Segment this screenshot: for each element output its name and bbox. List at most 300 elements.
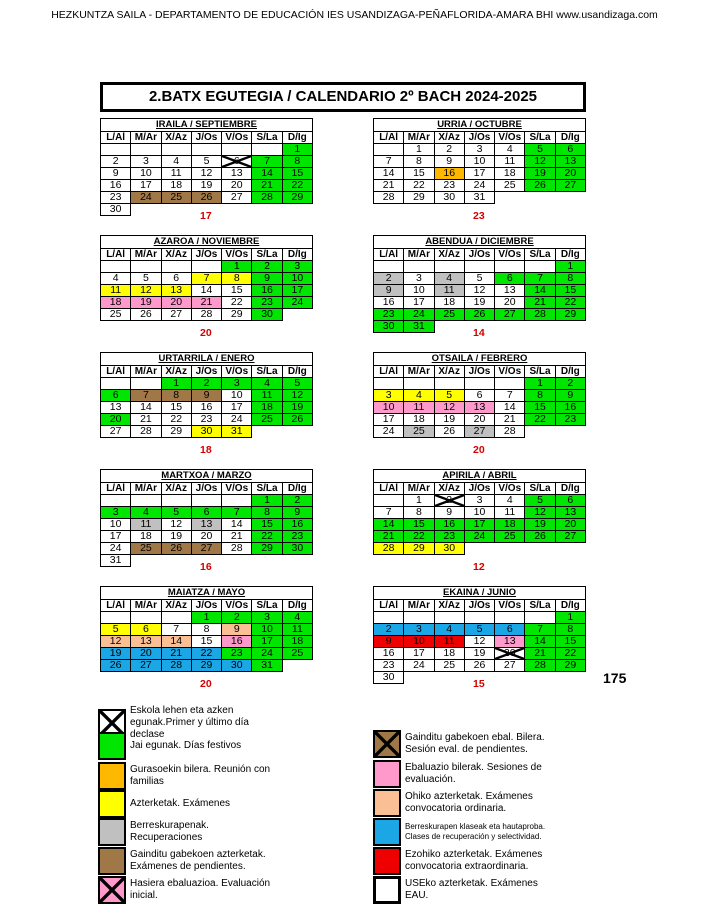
week-row — [374, 426, 586, 438]
day-cell: 29 — [191, 660, 221, 672]
weekday-header: D/Ig — [282, 600, 312, 612]
empty-cell — [161, 612, 191, 624]
empty-cell — [222, 204, 252, 216]
empty-cell — [495, 612, 525, 624]
day-cell: 26 — [161, 543, 191, 555]
legend-text: Eskola lehen eta azken egunak.Primer y último día declase — [130, 705, 249, 740]
day-cell: 22 — [404, 180, 434, 192]
legend-item — [373, 760, 555, 788]
day-cell: 23 — [222, 648, 252, 660]
day-cell: 7 — [161, 624, 191, 636]
day-cell: 19 — [131, 297, 161, 309]
day-cell: 6 — [101, 390, 131, 402]
month-title: OTSAILA / FEBRERO — [373, 352, 586, 365]
day-cell: 28 — [525, 309, 555, 321]
day-cell: 19 — [282, 402, 312, 414]
empty-cell — [434, 378, 464, 390]
day-cell: 29 — [161, 426, 191, 438]
week-row — [374, 495, 586, 507]
week-row — [101, 612, 313, 624]
day-cell: 2 — [374, 624, 404, 636]
day-cell: 12 — [131, 285, 161, 297]
weekday-header: M/Ar — [404, 366, 434, 378]
weekday-header: X/Az — [161, 366, 191, 378]
day-cell: 25 — [434, 660, 464, 672]
day-cell: 13 — [191, 519, 221, 531]
day-cell: 16 — [282, 519, 312, 531]
empty-cell — [252, 204, 282, 216]
day-cell: 25 — [131, 543, 161, 555]
legend-swatch — [98, 732, 126, 760]
month-day-count: 15 — [473, 678, 485, 690]
legend-text: Azterketak. Exámenes — [130, 798, 231, 809]
day-cell: 16 — [252, 285, 282, 297]
day-cell: 21 — [495, 414, 525, 426]
weekday-header: S/La — [252, 249, 282, 261]
day-cell: 13 — [495, 285, 525, 297]
day-cell: 19 — [161, 531, 191, 543]
week-row — [374, 309, 586, 321]
total-days: 175 — [603, 670, 627, 686]
weekday-header: M/Ar — [404, 600, 434, 612]
month-block — [373, 469, 586, 555]
empty-cell — [282, 204, 312, 216]
day-cell: 1 — [191, 612, 221, 624]
week-row — [374, 156, 586, 168]
week-row — [374, 261, 586, 273]
weekday-header: D/Ig — [555, 249, 585, 261]
week-row — [374, 297, 586, 309]
day-cell: 28 — [191, 309, 221, 321]
empty-cell — [161, 555, 191, 567]
month-block — [100, 469, 313, 567]
weekday-header: L/Al — [374, 249, 404, 261]
day-cell: 31 — [222, 426, 252, 438]
empty-cell — [191, 495, 221, 507]
day-cell: 30 — [282, 543, 312, 555]
day-cell: 31 — [252, 660, 282, 672]
weekday-header: L/Al — [374, 132, 404, 144]
day-cell: 18 — [495, 168, 525, 180]
week-row — [101, 543, 313, 555]
day-cell: 27 — [495, 660, 525, 672]
day-cell: 7 — [495, 390, 525, 402]
day-cell: 8 — [222, 273, 252, 285]
day-cell: 9 — [374, 636, 404, 648]
day-cell: 15 — [555, 285, 585, 297]
day-cell: 26 — [464, 660, 494, 672]
day-cell: 25 — [434, 309, 464, 321]
day-cell: 26 — [282, 414, 312, 426]
day-cell: 11 — [161, 168, 191, 180]
weekday-header: L/Al — [101, 483, 131, 495]
day-cell: 27 — [555, 531, 585, 543]
day-cell: 20 — [495, 297, 525, 309]
day-cell: 3 — [404, 273, 434, 285]
day-cell: 24 — [222, 414, 252, 426]
day-cell: 17 — [222, 402, 252, 414]
day-cell: 16 — [101, 180, 131, 192]
empty-cell — [101, 378, 131, 390]
day-cell: 13 — [161, 285, 191, 297]
month-block — [373, 235, 586, 333]
day-cell: 25 — [252, 414, 282, 426]
day-cell: 3 — [282, 261, 312, 273]
day-cell: 1 — [252, 495, 282, 507]
day-cell: 28 — [252, 192, 282, 204]
day-cell: 21 — [525, 648, 555, 660]
day-cell: 9 — [374, 285, 404, 297]
day-cell: 8 — [191, 624, 221, 636]
day-cell: 31 — [101, 555, 131, 567]
day-cell: 14 — [191, 285, 221, 297]
week-row — [101, 624, 313, 636]
week-row — [374, 507, 586, 519]
day-cell: 4 — [434, 273, 464, 285]
day-cell: 1 — [404, 144, 434, 156]
day-cell: 17 — [404, 648, 434, 660]
day-cell: 23 — [374, 660, 404, 672]
day-cell: 26 — [191, 192, 221, 204]
day-cell: 2 — [282, 495, 312, 507]
weekday-header: J/Os — [464, 249, 494, 261]
day-cell: 30 — [101, 204, 131, 216]
day-cell: 15 — [252, 519, 282, 531]
day-cell: 11 — [282, 624, 312, 636]
legend-swatch — [373, 847, 401, 875]
day-cell: 18 — [404, 414, 434, 426]
week-row — [101, 426, 313, 438]
empty-cell — [555, 321, 585, 333]
weekday-header: V/Os — [495, 249, 525, 261]
week-row — [374, 660, 586, 672]
day-cell: 16 — [374, 297, 404, 309]
day-cell: 20 — [191, 531, 221, 543]
day-cell: 11 — [495, 507, 525, 519]
weekday-header: J/Os — [191, 483, 221, 495]
day-cell: 20 — [464, 414, 494, 426]
day-cell: 21 — [161, 648, 191, 660]
day-cell: 24 — [101, 543, 131, 555]
day-cell: 30 — [252, 309, 282, 321]
day-cell: 18 — [282, 636, 312, 648]
weekday-header: J/Os — [464, 366, 494, 378]
empty-cell — [555, 672, 585, 684]
legend-item — [98, 818, 280, 846]
weekday-header: S/La — [525, 132, 555, 144]
day-cell: 2 — [252, 261, 282, 273]
day-cell: 28 — [222, 543, 252, 555]
day-cell: 12 — [464, 285, 494, 297]
day-cell: 18 — [252, 402, 282, 414]
week-row — [374, 192, 586, 204]
day-cell: 3 — [464, 144, 494, 156]
weekday-header: V/Os — [495, 132, 525, 144]
legend-item — [373, 818, 555, 846]
week-row — [374, 168, 586, 180]
day-cell: 10 — [252, 624, 282, 636]
weekday-header: X/Az — [434, 483, 464, 495]
weekday-header: X/Az — [434, 366, 464, 378]
empty-cell — [282, 555, 312, 567]
day-cell: 22 — [555, 648, 585, 660]
day-cell: 28 — [495, 426, 525, 438]
day-cell: 19 — [434, 414, 464, 426]
week-row — [101, 390, 313, 402]
day-cell: 24 — [464, 180, 494, 192]
week-row — [374, 378, 586, 390]
legend-item — [98, 762, 280, 790]
day-cell: 28 — [374, 192, 404, 204]
day-cell: 27 — [191, 543, 221, 555]
day-cell: 17 — [374, 414, 404, 426]
day-cell: 30 — [191, 426, 221, 438]
month-title: MARTXOA / MARZO — [100, 469, 313, 482]
day-cell: 19 — [525, 168, 555, 180]
weekday-header: M/Ar — [131, 132, 161, 144]
day-cell: 6 — [464, 390, 494, 402]
month-block — [373, 352, 586, 438]
empty-cell — [434, 321, 464, 333]
empty-cell — [404, 672, 434, 684]
empty-cell — [464, 543, 494, 555]
day-cell: 5 — [191, 156, 221, 168]
day-cell: 2 — [434, 144, 464, 156]
month-table — [373, 131, 586, 204]
weekday-header: J/Os — [191, 366, 221, 378]
weekday-header: L/Al — [101, 249, 131, 261]
weekday-header: X/Az — [434, 249, 464, 261]
day-cell: 31 — [464, 192, 494, 204]
weekday-header: X/Az — [161, 132, 191, 144]
empty-cell — [495, 321, 525, 333]
day-cell: 25 — [404, 426, 434, 438]
month-table — [373, 248, 586, 333]
day-cell: 29 — [282, 192, 312, 204]
day-cell: 6 — [131, 624, 161, 636]
empty-cell — [555, 426, 585, 438]
empty-cell — [161, 261, 191, 273]
month-block — [373, 118, 586, 204]
empty-cell — [495, 261, 525, 273]
day-cell: 29 — [252, 543, 282, 555]
day-cell: 2 — [191, 378, 221, 390]
day-cell: 16 — [222, 636, 252, 648]
weekday-header: M/Ar — [131, 483, 161, 495]
weekday-header: M/Ar — [404, 249, 434, 261]
day-cell: 30 — [434, 192, 464, 204]
legend-swatch — [373, 789, 401, 817]
month-table — [100, 248, 313, 321]
weekday-header: S/La — [525, 249, 555, 261]
legend-text: Ebaluazio bilerak. Sesiones de evaluación. — [405, 762, 542, 785]
day-cell: 4 — [131, 507, 161, 519]
day-cell: 26 — [525, 531, 555, 543]
day-cell: 12 — [525, 507, 555, 519]
day-cell: 17 — [464, 519, 494, 531]
legend-item — [373, 730, 555, 758]
empty-cell — [191, 261, 221, 273]
day-cell: 26 — [101, 660, 131, 672]
day-cell: 4 — [161, 156, 191, 168]
day-cell: 27 — [161, 309, 191, 321]
day-cell: 22 — [252, 531, 282, 543]
day-cell: 27 — [222, 192, 252, 204]
day-cell: 4 — [495, 495, 525, 507]
day-cell: 14 — [222, 519, 252, 531]
day-cell: 7 — [525, 624, 555, 636]
day-cell: 5 — [131, 273, 161, 285]
empty-cell — [434, 612, 464, 624]
month-block — [100, 586, 313, 672]
day-cell: 6 — [495, 273, 525, 285]
day-cell: 29 — [555, 660, 585, 672]
empty-cell — [101, 144, 131, 156]
weekday-header: X/Az — [161, 249, 191, 261]
day-cell: 19 — [464, 297, 494, 309]
empty-cell — [404, 612, 434, 624]
day-cell: 14 — [374, 519, 404, 531]
empty-cell — [525, 543, 555, 555]
day-cell: 14 — [374, 168, 404, 180]
weekday-header: L/Al — [101, 600, 131, 612]
weekday-header: V/Os — [222, 366, 252, 378]
empty-cell — [495, 672, 525, 684]
day-cell: 29 — [222, 309, 252, 321]
day-cell: 15 — [222, 285, 252, 297]
day-cell: 26 — [464, 309, 494, 321]
empty-cell — [404, 261, 434, 273]
page-header: HEZKUNTZA SAILA - DEPARTAMENTO DE EDUCACIÓN IES USANDIZAGA-PEÑAFLORIDA-AMARA BHI www.usandizaga.com — [51, 9, 658, 21]
day-cell: 16 — [434, 168, 464, 180]
day-cell: 7 — [252, 156, 282, 168]
day-cell: 20 — [495, 648, 525, 660]
day-cell: 29 — [555, 309, 585, 321]
day-cell: 14 — [525, 285, 555, 297]
empty-cell — [434, 261, 464, 273]
empty-cell — [495, 543, 525, 555]
day-cell: 23 — [101, 192, 131, 204]
day-cell: 7 — [131, 390, 161, 402]
weekday-header: X/Az — [161, 483, 191, 495]
day-cell: 28 — [374, 543, 404, 555]
empty-cell — [161, 204, 191, 216]
day-cell: 24 — [404, 660, 434, 672]
week-row — [101, 495, 313, 507]
day-cell: 20 — [555, 519, 585, 531]
day-cell: 26 — [131, 309, 161, 321]
empty-cell — [101, 261, 131, 273]
day-cell: 15 — [282, 168, 312, 180]
day-cell: 12 — [191, 168, 221, 180]
legend-swatch — [98, 790, 126, 818]
empty-cell — [252, 426, 282, 438]
day-cell: 9 — [252, 273, 282, 285]
weekday-header: X/Az — [434, 600, 464, 612]
weekday-header: M/Ar — [131, 249, 161, 261]
day-cell: 10 — [101, 519, 131, 531]
day-cell: 12 — [282, 390, 312, 402]
week-row — [101, 156, 313, 168]
day-cell: 6 — [555, 144, 585, 156]
week-row — [101, 273, 313, 285]
day-cell: 3 — [464, 495, 494, 507]
week-row — [101, 648, 313, 660]
day-cell: 11 — [131, 519, 161, 531]
day-cell: 16 — [555, 402, 585, 414]
legend-item — [98, 876, 280, 904]
weekday-header: D/Ig — [555, 483, 585, 495]
day-cell: 19 — [464, 648, 494, 660]
day-cell: 20 — [555, 168, 585, 180]
day-cell: 24 — [131, 192, 161, 204]
legend-item — [373, 876, 555, 904]
week-row — [374, 624, 586, 636]
empty-cell — [374, 612, 404, 624]
month-day-count: 12 — [473, 561, 485, 573]
month-block — [373, 586, 586, 684]
day-cell: 3 — [252, 612, 282, 624]
day-cell: 21 — [191, 297, 221, 309]
legend-swatch — [373, 818, 401, 846]
weekday-header: M/Ar — [131, 366, 161, 378]
legend-item — [98, 790, 280, 818]
day-cell: 22 — [222, 297, 252, 309]
day-cell: 28 — [131, 426, 161, 438]
month-title: URTARRILA / ENERO — [100, 352, 313, 365]
legend-text: Jai egunak. Días festivos — [130, 740, 242, 751]
day-cell: 14 — [161, 636, 191, 648]
legend-swatch — [98, 847, 126, 875]
day-cell: 15 — [555, 636, 585, 648]
day-cell: 17 — [131, 180, 161, 192]
day-cell: 4 — [495, 144, 525, 156]
empty-cell — [464, 261, 494, 273]
empty-cell — [282, 426, 312, 438]
weekday-header: J/Os — [464, 483, 494, 495]
page-title: 2.BATX EGUTEGIA / CALENDARIO 2º BACH 2024-2025 — [100, 82, 586, 112]
day-cell: 4 — [434, 624, 464, 636]
weekday-header: V/Os — [222, 249, 252, 261]
day-cell: 28 — [525, 660, 555, 672]
day-cell: 18 — [495, 519, 525, 531]
week-row — [101, 519, 313, 531]
weekday-header: D/Ig — [282, 483, 312, 495]
day-cell: 22 — [282, 180, 312, 192]
day-cell: 13 — [555, 507, 585, 519]
week-row — [374, 273, 586, 285]
day-cell: 19 — [101, 648, 131, 660]
day-cell: 10 — [282, 273, 312, 285]
week-row — [101, 309, 313, 321]
empty-cell — [374, 261, 404, 273]
day-cell: 1 — [161, 378, 191, 390]
day-cell: 4 — [101, 273, 131, 285]
day-cell: 24 — [374, 426, 404, 438]
day-cell: 16 — [191, 402, 221, 414]
day-cell: 27 — [131, 660, 161, 672]
week-row — [101, 378, 313, 390]
weekday-header: S/La — [252, 483, 282, 495]
day-cell: 31 — [404, 321, 434, 333]
day-cell: 3 — [101, 507, 131, 519]
day-cell: 22 — [525, 414, 555, 426]
day-cell: 5 — [464, 624, 494, 636]
empty-cell — [252, 555, 282, 567]
legend-swatch — [373, 760, 401, 788]
day-cell: 18 — [161, 180, 191, 192]
legend-item — [373, 789, 555, 817]
